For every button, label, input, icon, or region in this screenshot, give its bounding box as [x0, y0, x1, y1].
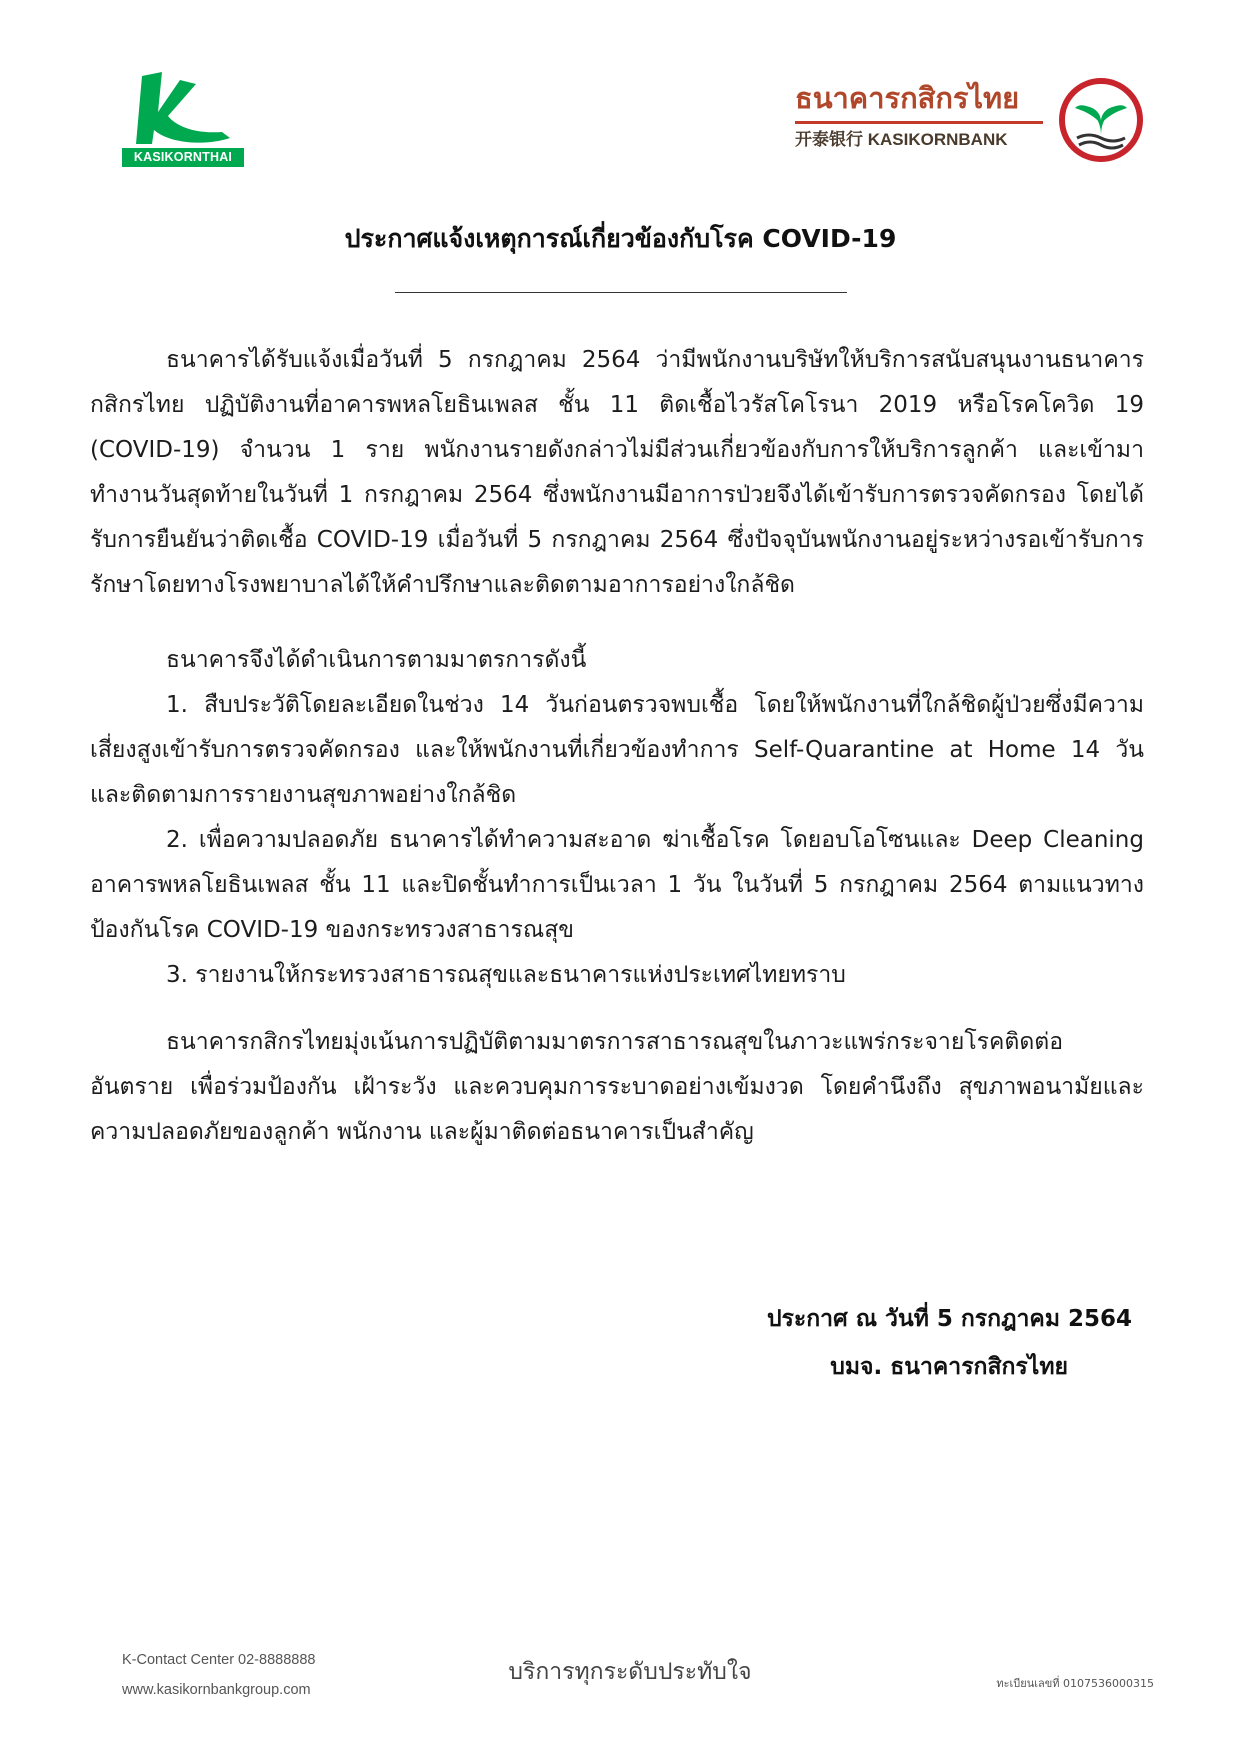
- footer-contact: [122, 1645, 315, 1705]
- announcement-body: [90, 338, 1144, 1155]
- company-name: บมจ. ธนาคารกสิกรไทย: [830, 1354, 1068, 1380]
- footer-registration: ทะเบียนเลขที่ 0107536000315: [996, 1677, 1154, 1690]
- signoff-block: [600, 1295, 1138, 1391]
- bank-name-thai: ธนาคารกสิกรไทย: [795, 81, 1020, 115]
- measure-item-1: 1. สืบประวัติโดยละเอียดในช่วง 14 วันก่อนตรวจพบเชื้อ โดยให้พนักงานที่ใกล้ชิดผู้ป่วยซึ่งมีความเสี่ยงสูงเข้ารับการตรวจคัดกรอง และให้พนักงานที่เกี่ยวข้องทำการ Self-Quarantine at Home 14 วัน และติดตามการรายงานสุขภาพอย่างใกล้ชิด: [90, 692, 1144, 808]
- kasikornthai-logo: [122, 72, 246, 172]
- announcement-date: ประกาศ ณ วันที่ 5 กรกฎาคม 2564: [766, 1306, 1132, 1332]
- website-link[interactable]: www.kasikornbankgroup.com: [122, 1682, 311, 1698]
- bank-name-english: 开泰银行 KASIKORNBANK: [795, 130, 1008, 149]
- title-divider: [395, 292, 847, 293]
- paragraph-commitment: ธนาคารกสิกรไทยมุ่งเน้นการปฏิบัติตามมาตรการสาธารณสุขในภาวะแพร่กระจายโรคติดต่ออันตราย เพื่อร่วมป้องกัน เฝ้าระวัง และควบคุมการระบาดอย่างเข้มงวด โดยคำนึงถึง สุขภาพอนามัยและความปลอดภัยของลูกค้า พนักงาน และผู้มาติดต่อธนาคารเป็นสำคัญ: [90, 1029, 1144, 1145]
- paragraph-measures-intro: ธนาคารจึงได้ดำเนินการตามมาตรการดังนี้: [166, 647, 587, 673]
- contact-center: K-Contact Center 02-8888888: [122, 1652, 316, 1668]
- paragraph-gap: [90, 608, 1144, 638]
- paragraph-incident: ธนาคารได้รับแจ้งเมื่อวันที่ 5 กรกฎาคม 2564 ว่ามีพนักงานบริษัทให้บริการสนับสนุนงานธนาคารกสิกรไทย ปฏิบัติงานที่อาคารพหลโยธินเพลส ชั้น 11 ติดเชื้อไวรัสโคโรนา 2019 หรือโรคโควิด 19 (COVID-19) จำนวน 1 ราย พนักงานรายดังกล่าวไม่มีส่วนเกี่ยวข้องกับการให้บริการลูกค้า และเข้ามาทำงานวันสุดท้ายในวันที่ 1 กรกฎาคม 2564 ซึ่งพนักงานมีอาการป่วยจึงได้เข้ารับการตรวจคัดกรอง โดยได้รับการยืนยันว่าติดเชื้อ COVID-19 เมื่อวันที่ 5 กรกฎาคม 2564 ซึ่งปัจจุบันพนักงานอยู่ระหว่างรอเข้ารับการรักษาโดยทางโรงพยาบาลได้ให้คำปรึกษาและติดตามอาการอย่างใกล้ชิด: [90, 347, 1144, 598]
- measure-item-3: 3. รายงานให้กระทรวงสาธารณสุขและธนาคารแห่งประเทศไทยทราบ: [166, 962, 846, 988]
- footer-slogan: บริการทุกระดับประทับใจ: [508, 1659, 752, 1685]
- paragraph-gap: [90, 998, 1144, 1020]
- bank-name-divider: [795, 121, 1043, 124]
- kasikorn-emblem-icon: [1057, 76, 1145, 164]
- k-letter-icon: [136, 72, 232, 148]
- announcement-title: ประกาศแจ้งเหตุการณ์เกี่ยวข้องกับโรค COVID-19: [344, 224, 897, 253]
- kasikornbank-logo: [795, 80, 1165, 176]
- measure-item-2: 2. เพื่อความปลอดภัย ธนาคารได้ทำความสะอาด ฆ่าเชื้อโรค โดยอบโอโซนและ Deep Cleaning อาคารพหลโยธินเพลส ชั้น 11 และปิดชั้นทำการเป็นเวลา 1 วัน ในวันที่ 5 กรกฎาคม 2564 ตามแนวทางป้องกันโรค COVID-19 ของกระทรวงสาธารณสุข: [90, 827, 1144, 943]
- kasikornthai-label: KASIKORNTHAI: [122, 148, 244, 167]
